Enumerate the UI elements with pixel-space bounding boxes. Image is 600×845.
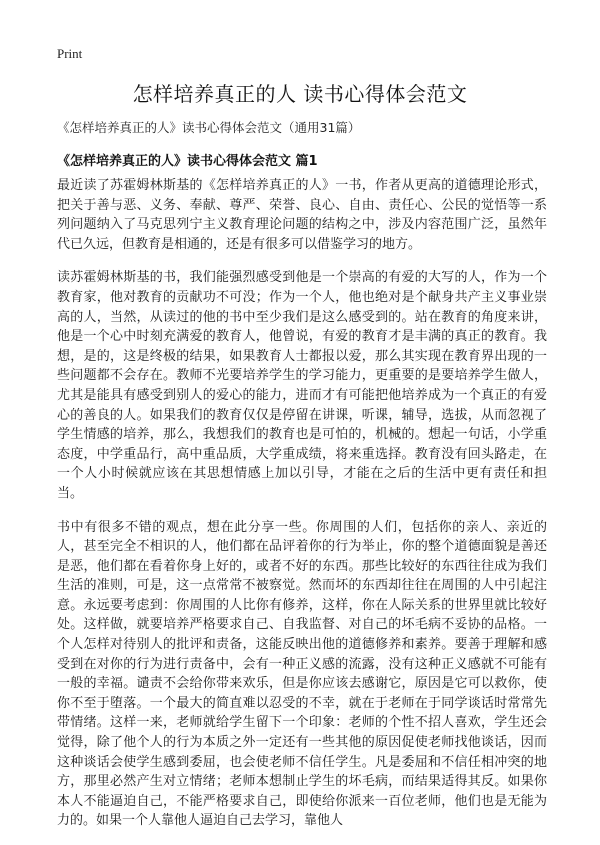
article-body bbox=[57, 176, 547, 845]
page-title: 怎样培养真正的人 读书心得体会范文 bbox=[132, 82, 468, 106]
print-link[interactable]: Print bbox=[57, 46, 83, 61]
section-heading: 《怎样培养真正的人》读书心得体会范文 篇1 bbox=[57, 154, 318, 169]
paragraph-2: 读苏霍姆林斯基的书，我们能强烈感受到他是一个崇高的有爱的大写的人，作为一个教育家，他对教育的贡献功不可没；作为一个人，他也绝对是个献身共产主义事业崇高的人，当然，从读过的他的书中至少我们是这么感受到的。站在教育的角度来讲，他是一个心中时刻充满爱的教育人，他曾说，有爱的教育才是丰满的真正的教育。我想，是的，这是终极的结果，如果教育人士都报以爱，那么其实现在教育界出现的一些问题都不会存在。教师不光要培养学生的学习能力，更重要的是要培养学生做人，尤其是能具有感受到别人的爱心的能力，进而才有可能把他培养成为一个真正的有爱心的善良的人。如果我们的教育仅仅是停留在讲课，听课，辅导，选拔，从而忽视了学生情感的培养，那么，我想我们的教育也是可怕的，机械的。想起一句话，小学重态度，中学重品行，高中重品质，大学重成绩，将来重选择。教育没有回头路走，在一个人小时候就应该在其思想情感上加以引导，才能在之后的生活中更有责任和担当。 bbox=[57, 270, 547, 501]
paragraph-1: 最近读了苏霍姆林斯基的《怎样培养真正的人》一书，作者从更高的道德理论形式，把关于善与恶、义务、奉献、尊严、荣誉、良心、自由、责任心、公民的觉悟等一系列问题纳入了马克思列宁主义教育理论问题的结构之中，涉及内容范围广泛，虽然年代已久远，但教育是相通的，还是有很多可以借鉴学习的地方。 bbox=[57, 178, 547, 252]
paragraph-3: 书中有很多不错的观点，想在此分享一些。你周围的人们，包括你的亲人、亲近的人，甚至完全不相识的人，他们都在品评着你的行为举止，你的整个道德面貌是善还是恶，他们都在看着你身上好的，或者不好的东西。那些比较好的东西往往成为我们生活的准则，可是，这一点常常不被察觉。然而坏的东西却往往在周围的人中引起注意。永远要考虑到：你周围的人比你有修养，这样，你在人际关系的世界里就比较好处。这样做，就要培养严格要求自己、自我监督、对自己的坏毛病不妥协的品格。一个人怎样对待别人的批评和责备，这能反映出他的道德修养和素养。要善于理解和感受到在对你的行为进行责备中，会有一种正义感的流露，没有这种正义感就不可能有一般的幸福。谴责不会给你带来欢乐，但是你应该去感谢它，原因是它可以救你，使你不至于堕落。一个最大的简直难以忍受的不幸，就在于老师在于同学谈话时常常先带情绪。这样一来，老师就给学生留下一个印象：老师的个性不招人喜欢，学生还会觉得，除了他个人的行为本质之外一定还有一些其他的原因促使老师找他谈话，因而这种谈话会使学生感到委屈，也会使老师不信任学生。凡是委屈和不信任相冲突的地方，那里必然产生对立情绪；老师本想制止学生的坏毛病，而结果适得其反。如果你本人不能逼迫自己，不能严格要求自己，即使给你派来一百位老师，他们也是无能为力的。如果一个人靠他人逼迫自己去学习，靠他人 bbox=[57, 519, 547, 829]
document-subtitle: 《怎样培养真正的人》读书心得体会范文（通用31篇） bbox=[57, 120, 361, 135]
